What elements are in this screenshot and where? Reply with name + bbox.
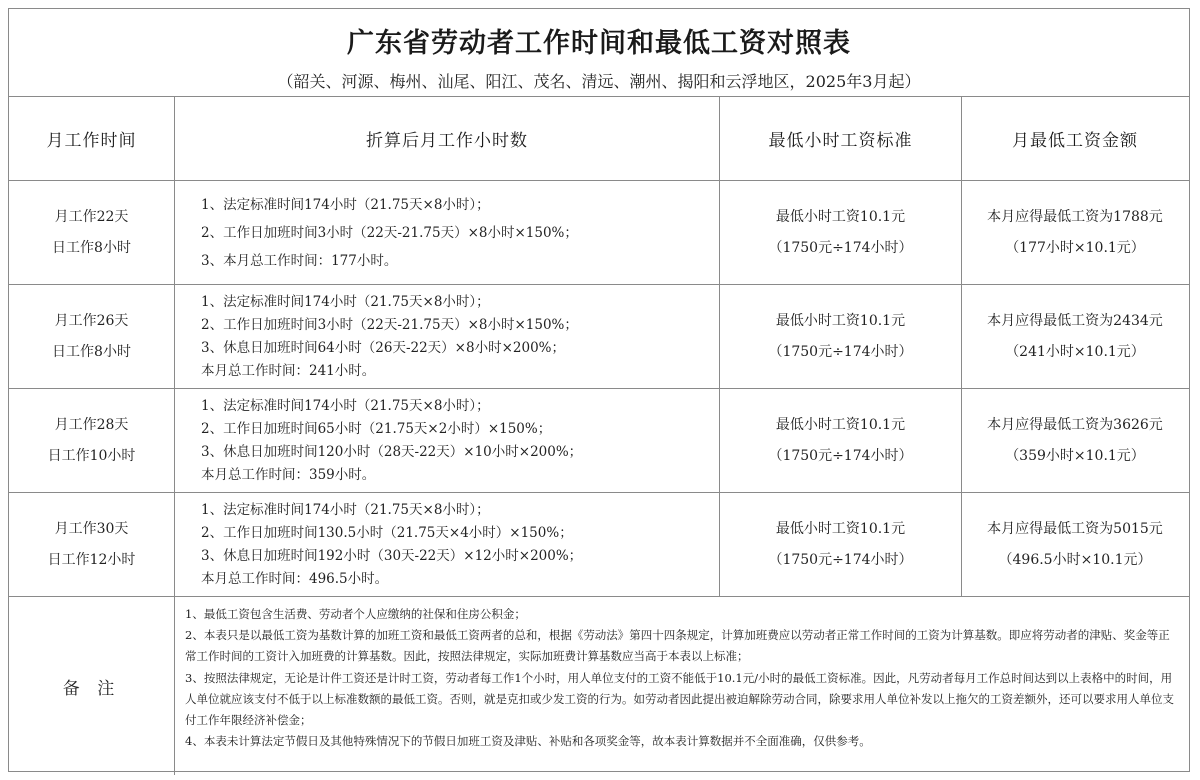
note-item: 2、本表只是以最低工资为基数计算的加班工资和最低工资两者的总和，根据《劳动法》第四十四条规定，计算加班费应以劳动者正常工作时间的工资为计算基数。即应将劳动者的津贴、奖金等正常工作时间的工资计入加班费的计算基数。因此，按照法律规定，实际加班费计算基数应当高于本表以上标准； <box>185 628 1170 664</box>
breakdown-item: 1、法定标准时间174小时（21.75天×8小时）； <box>201 293 490 310</box>
header-row <box>9 97 1189 181</box>
monthly-wage-cell <box>962 181 1188 284</box>
work-days: 月工作30天 <box>54 520 129 537</box>
monthly-wage-cell <box>962 285 1188 388</box>
monthly-wage: 本月应得最低工资为3626元 <box>987 416 1163 433</box>
hourly-rate: 最低小时工资10.1元 <box>775 208 906 225</box>
hours-breakdown-cell <box>175 493 720 596</box>
title-block <box>9 9 1189 97</box>
breakdown-item: 3、休息日加班时间120小时（28天-22天）×10小时×200%； <box>201 443 583 460</box>
breakdown-item: 2、工作日加班时间65小时（21.75天×2小时）×150%； <box>201 420 552 437</box>
hourly-rate-calc: （1750元÷174小时） <box>768 343 913 360</box>
work-time-cell <box>9 389 175 492</box>
monthly-wage-cell <box>962 389 1188 492</box>
table-row <box>9 493 1189 597</box>
breakdown-item: 2、工作日加班时间3小时（22天-21.75天）×8小时×150%； <box>201 316 578 333</box>
table-row <box>9 181 1189 285</box>
breakdown-item: 1、法定标准时间174小时（21.75天×8小时）； <box>201 196 490 213</box>
monthly-wage-calc: （241小时×10.1元） <box>1005 343 1145 360</box>
monthly-wage: 本月应得最低工资为2434元 <box>987 312 1163 329</box>
breakdown-item: 1、法定标准时间174小时（21.75天×8小时）； <box>201 501 490 518</box>
work-hours-per-day: 日工作12小时 <box>47 551 136 568</box>
hourly-rate: 最低小时工资10.1元 <box>775 520 906 537</box>
notes-content <box>175 597 1188 775</box>
breakdown-item: 3、休息日加班时间192小时（30天-22天）×12小时×200%； <box>201 547 583 564</box>
hours-breakdown-cell <box>175 181 720 284</box>
hourly-rate-calc: （1750元÷174小时） <box>768 447 913 464</box>
breakdown-item: 本月总工作时间：241小时。 <box>201 362 376 379</box>
monthly-wage: 本月应得最低工资为1788元 <box>987 208 1163 225</box>
breakdown-item: 3、本月总工作时间：177小时。 <box>201 252 398 269</box>
work-days: 月工作26天 <box>54 312 129 329</box>
notes-row <box>9 597 1189 775</box>
header-monthly-amount: 月最低工资金额 <box>1012 131 1138 151</box>
hourly-rate-cell <box>720 493 962 596</box>
monthly-wage-calc: （177小时×10.1元） <box>1005 239 1145 256</box>
header-hourly-standard: 最低小时工资标准 <box>720 97 962 180</box>
table-title: 广东省劳动者工作时间和最低工资对照表 <box>347 28 851 59</box>
work-time-cell <box>9 285 175 388</box>
breakdown-item: 本月总工作时间：496.5小时。 <box>201 570 389 587</box>
breakdown-item: 3、休息日加班时间64小时（26天-22天）×8小时×200%； <box>201 339 565 356</box>
table-subtitle: （韶关、河源、梅州、汕尾、阳江、茂名、清远、潮州、揭阳和云浮地区，2025年3月起） <box>277 72 921 91</box>
monthly-wage-calc: （359小时×10.1元） <box>1005 447 1145 464</box>
breakdown-item: 2、工作日加班时间3小时（22天-21.75天）×8小时×150%； <box>201 224 578 241</box>
hours-breakdown-cell <box>175 285 720 388</box>
work-days: 月工作28天 <box>54 416 129 433</box>
header-converted-hours: 折算后月工作小时数 <box>175 97 720 180</box>
hourly-rate: 最低小时工资10.1元 <box>775 416 906 433</box>
hourly-rate-cell <box>720 389 962 492</box>
hourly-rate-calc: （1750元÷174小时） <box>768 551 913 568</box>
monthly-wage: 本月应得最低工资为5015元 <box>987 520 1163 537</box>
monthly-wage-calc: （496.5小时×10.1元） <box>998 551 1152 568</box>
table-row <box>9 389 1189 493</box>
table-row <box>9 285 1189 389</box>
hourly-rate-cell <box>720 285 962 388</box>
work-days: 月工作22天 <box>54 208 129 225</box>
hours-breakdown-cell <box>175 389 720 492</box>
notes-label: 备 注 <box>9 597 175 775</box>
hourly-rate-calc: （1750元÷174小时） <box>768 239 913 256</box>
note-item: 4、本表未计算法定节假日及其他特殊情况下的节假日加班工资及津贴、补贴和各项奖金等，故本表计算数据并不全面准确，仅供参考。 <box>185 734 871 749</box>
header-work-time: 月工作时间 <box>9 97 175 180</box>
breakdown-item: 1、法定标准时间174小时（21.75天×8小时）； <box>201 397 490 414</box>
work-time-cell <box>9 493 175 596</box>
wage-table <box>8 8 1190 772</box>
note-item: 1、最低工资包含生活费、劳动者个人应缴纳的社保和住房公积金； <box>185 607 526 621</box>
breakdown-item: 2、工作日加班时间130.5小时（21.75天×4小时）×150%； <box>201 524 573 541</box>
work-hours-per-day: 日工作8小时 <box>52 239 131 256</box>
note-item: 3、按照法律规定，无论是计件工资还是计时工资，劳动者每工作1个小时，用人单位支付的工资不能低于10.1元/小时的最低工资标准。因此，凡劳动者每月工作总时间达到以上表格中的时间，用人单位就应该支付不低于以上标准数额的最低工资。否则，就是克扣或少发工资的行为。如劳动者因此提出被迫解除劳动合同，除要求用人单位补发以上拖欠的工资差额外，还可以要求用人单位支付工作年限经济补偿金； <box>185 670 1174 728</box>
hourly-rate: 最低小时工资10.1元 <box>775 312 906 329</box>
monthly-wage-cell <box>962 493 1188 596</box>
hourly-rate-cell <box>720 181 962 284</box>
work-time-cell <box>9 181 175 284</box>
work-hours-per-day: 日工作10小时 <box>47 447 136 464</box>
breakdown-item: 本月总工作时间：359小时。 <box>201 466 376 483</box>
work-hours-per-day: 日工作8小时 <box>52 343 131 360</box>
